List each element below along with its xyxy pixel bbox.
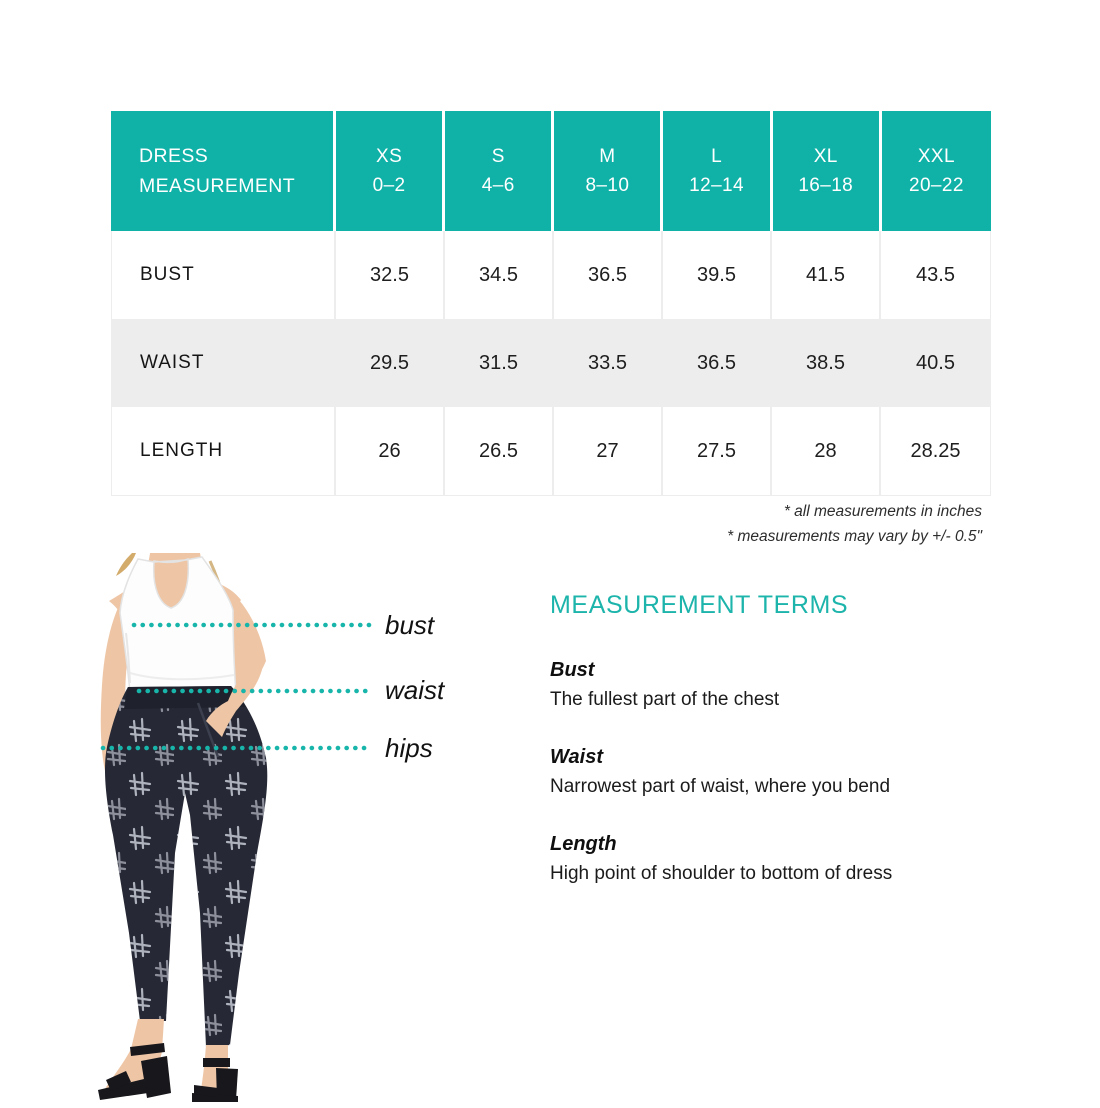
row-label-length: LENGTH — [112, 407, 336, 495]
size-range: 4–6 — [481, 175, 515, 196]
term-name: Length — [550, 833, 617, 855]
size-name: XXL — [917, 146, 955, 167]
header-cell-xxl — [882, 111, 991, 231]
size-name: M — [599, 146, 616, 167]
cell-waist-xxl: 40.5 — [916, 351, 955, 374]
footnote-inches: * all measurements in inches — [783, 503, 982, 520]
term-definition: The fullest part of the chest — [550, 689, 780, 710]
cell-length-s: 26.5 — [445, 407, 554, 495]
hips-line-label: hips — [385, 733, 433, 763]
measurement-footnotes — [727, 499, 982, 549]
table-row-bust — [112, 231, 990, 319]
model-photo — [78, 553, 340, 1103]
cell-length-m: 27 — [554, 407, 663, 495]
table-row-length — [112, 407, 990, 495]
terms-heading: MEASUREMENT TERMS — [550, 591, 849, 619]
size-name: XS — [376, 146, 403, 167]
size-table-body — [111, 231, 991, 496]
cell-waist-xs: 29.5 — [336, 319, 445, 407]
size-table — [111, 111, 991, 496]
size-name: S — [491, 146, 505, 167]
header-cell-m — [554, 111, 663, 231]
cell-waist-l: 36.5 — [663, 319, 772, 407]
measurement-terms-section — [550, 590, 1050, 917]
pants — [105, 686, 267, 1047]
cell-length-xxl: 28.25 — [910, 439, 961, 462]
term-definition: Narrowest part of waist, where you bend — [550, 776, 891, 797]
term-name: Waist — [550, 746, 603, 768]
cell-bust-xxl: 43.5 — [916, 263, 955, 286]
cell-length-xl: 28 — [772, 407, 881, 495]
term-waist — [550, 743, 1050, 802]
cell-bust-s: 34.5 — [445, 231, 554, 319]
size-name: L — [711, 146, 723, 167]
cell-waist-xl: 38.5 — [772, 319, 881, 407]
cell-length-l: 27.5 — [663, 407, 772, 495]
cell-length-xs: 26 — [336, 407, 445, 495]
header-label: DRESS MEASUREMENT — [139, 145, 296, 197]
cell-bust-xl: 41.5 — [772, 231, 881, 319]
size-range: 16–18 — [798, 175, 854, 196]
size-range: 0–2 — [372, 175, 406, 196]
row-label-waist: WAIST — [112, 319, 336, 407]
size-name: XL — [813, 146, 838, 167]
header-cell-dress-measurement — [111, 111, 336, 231]
term-length — [550, 830, 1050, 889]
header-cell-xs — [336, 111, 445, 231]
cell-bust-xs: 32.5 — [336, 231, 445, 319]
header-cell-l — [663, 111, 772, 231]
bust-line-label: bust — [385, 610, 435, 640]
term-definition: High point of shoulder to bottom of dress — [550, 863, 893, 884]
model-illustration — [78, 553, 340, 1103]
size-table-header-row — [111, 111, 991, 231]
table-row-waist — [112, 319, 990, 407]
size-range: 20–22 — [908, 175, 964, 196]
cell-waist-s: 31.5 — [445, 319, 554, 407]
waist-line-label: waist — [385, 675, 445, 705]
header-cell-xl — [773, 111, 882, 231]
header-cell-s — [445, 111, 554, 231]
row-label-bust: BUST — [112, 231, 336, 319]
size-range: 8–10 — [585, 175, 630, 196]
footnote-variance: * measurements may vary by +/- 0.5" — [727, 528, 982, 545]
cell-waist-m: 33.5 — [554, 319, 663, 407]
size-range: 12–14 — [689, 175, 744, 196]
term-bust — [550, 656, 1050, 715]
cell-bust-m: 36.5 — [554, 231, 663, 319]
term-name: Bust — [550, 659, 595, 681]
cell-bust-l: 39.5 — [663, 231, 772, 319]
